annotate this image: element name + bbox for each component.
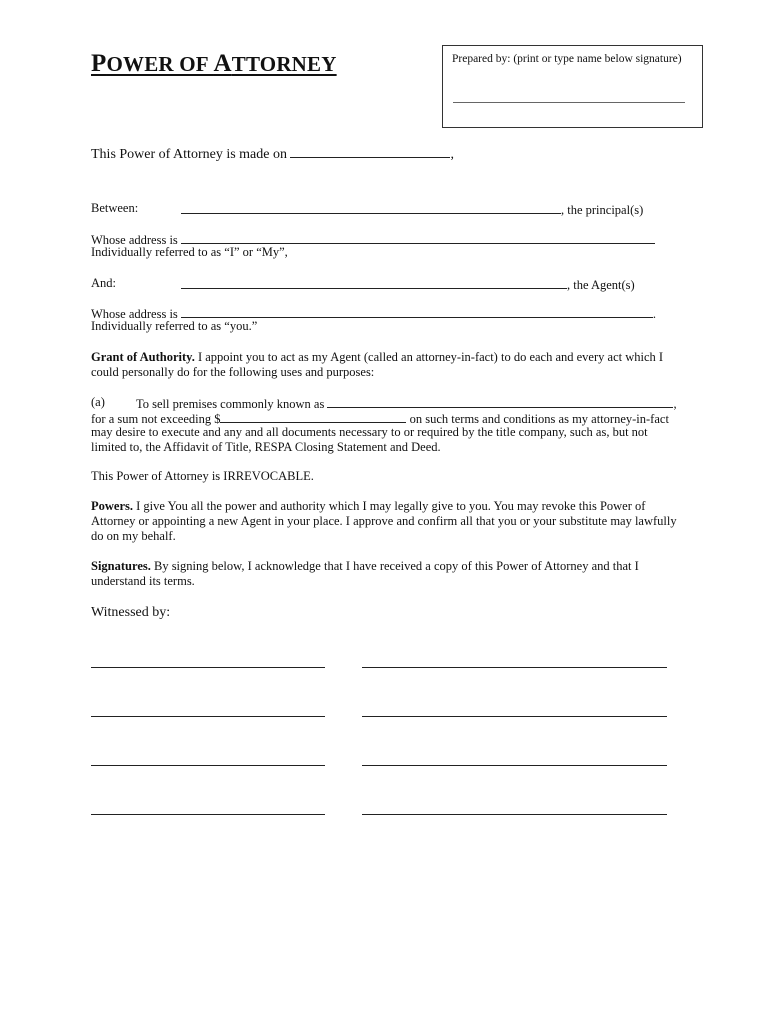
premises-blank[interactable] bbox=[327, 395, 673, 408]
and-label: And: bbox=[91, 276, 116, 290]
sum-blank[interactable] bbox=[220, 410, 406, 423]
agent-address-line: Whose address is . bbox=[91, 307, 657, 321]
witness-signature-line[interactable] bbox=[91, 667, 325, 668]
signature-line[interactable] bbox=[362, 716, 667, 717]
principal-line: , the principal(s) bbox=[181, 201, 643, 218]
signature-line[interactable] bbox=[362, 814, 667, 815]
item-a-line2: for a sum not exceeding $ on such terms and conditions as my attorney-in-fact bbox=[91, 412, 669, 426]
item-a-line3: may desire to execute and any and all documents necessary to or required by the title company, such as, but not bbox=[91, 425, 648, 439]
witness-signature-line[interactable] bbox=[91, 765, 325, 766]
between-label: Between: bbox=[91, 201, 139, 215]
grant-of-authority: Grant of Authority. I appoint you to act as my Agent (called an attorney-in-fact) to do each and every act which I could personally do for the following uses and purposes: bbox=[91, 350, 664, 379]
item-a-line1: To sell premises commonly known as , bbox=[136, 397, 677, 411]
prepared-by-box bbox=[442, 45, 703, 128]
agent-referred-text: Individually referred to as “you.” bbox=[91, 319, 258, 333]
witness-signature-line[interactable] bbox=[91, 716, 325, 717]
made-on-line: This Power of Attorney is made on , bbox=[91, 147, 454, 162]
principal-address-line: Whose address is bbox=[91, 231, 655, 248]
witnessed-by-label: Witnessed by: bbox=[91, 605, 171, 620]
witness-signature-line[interactable] bbox=[91, 814, 325, 815]
signatures-paragraph: Signatures. By signing below, I acknowledge that I have received a copy of this Power of Attorney and that I understand its terms. bbox=[91, 559, 639, 588]
document-title: POWER OF ATTORNEY bbox=[91, 50, 337, 77]
agent-address-blank[interactable] bbox=[181, 305, 653, 318]
principal-referred-text: Individually referred to as “I” or “My”, bbox=[91, 245, 288, 259]
agent-line: , the Agent(s) bbox=[181, 276, 635, 293]
powers-heading: Powers. bbox=[91, 499, 133, 513]
date-blank[interactable] bbox=[290, 145, 450, 158]
principal-name-blank[interactable] bbox=[181, 201, 561, 214]
prepared-by-signature-line[interactable] bbox=[453, 102, 685, 103]
powers-paragraph: Powers. I give You all the power and authority which I may legally give to you. You may revoke this Power of Attorney or appointing a new Agent in your place. I approve and confirm all that you or your substitute may lawfully do on my behalf. bbox=[91, 499, 677, 543]
agent-name-blank[interactable] bbox=[181, 276, 567, 289]
item-a-label: (a) bbox=[91, 395, 105, 409]
grant-heading: Grant of Authority. bbox=[91, 350, 195, 364]
prepared-by-label: Prepared by: (print or type name below signature) bbox=[452, 53, 682, 65]
principal-address-blank[interactable] bbox=[181, 231, 655, 244]
signatures-heading: Signatures. bbox=[91, 559, 151, 573]
signature-line[interactable] bbox=[362, 667, 667, 668]
item-a-line4: limited to, the Affidavit of Title, RESPA Closing Statement and Deed. bbox=[91, 440, 441, 454]
signature-line[interactable] bbox=[362, 765, 667, 766]
irrevocable-text: This Power of Attorney is IRREVOCABLE. bbox=[91, 469, 314, 483]
